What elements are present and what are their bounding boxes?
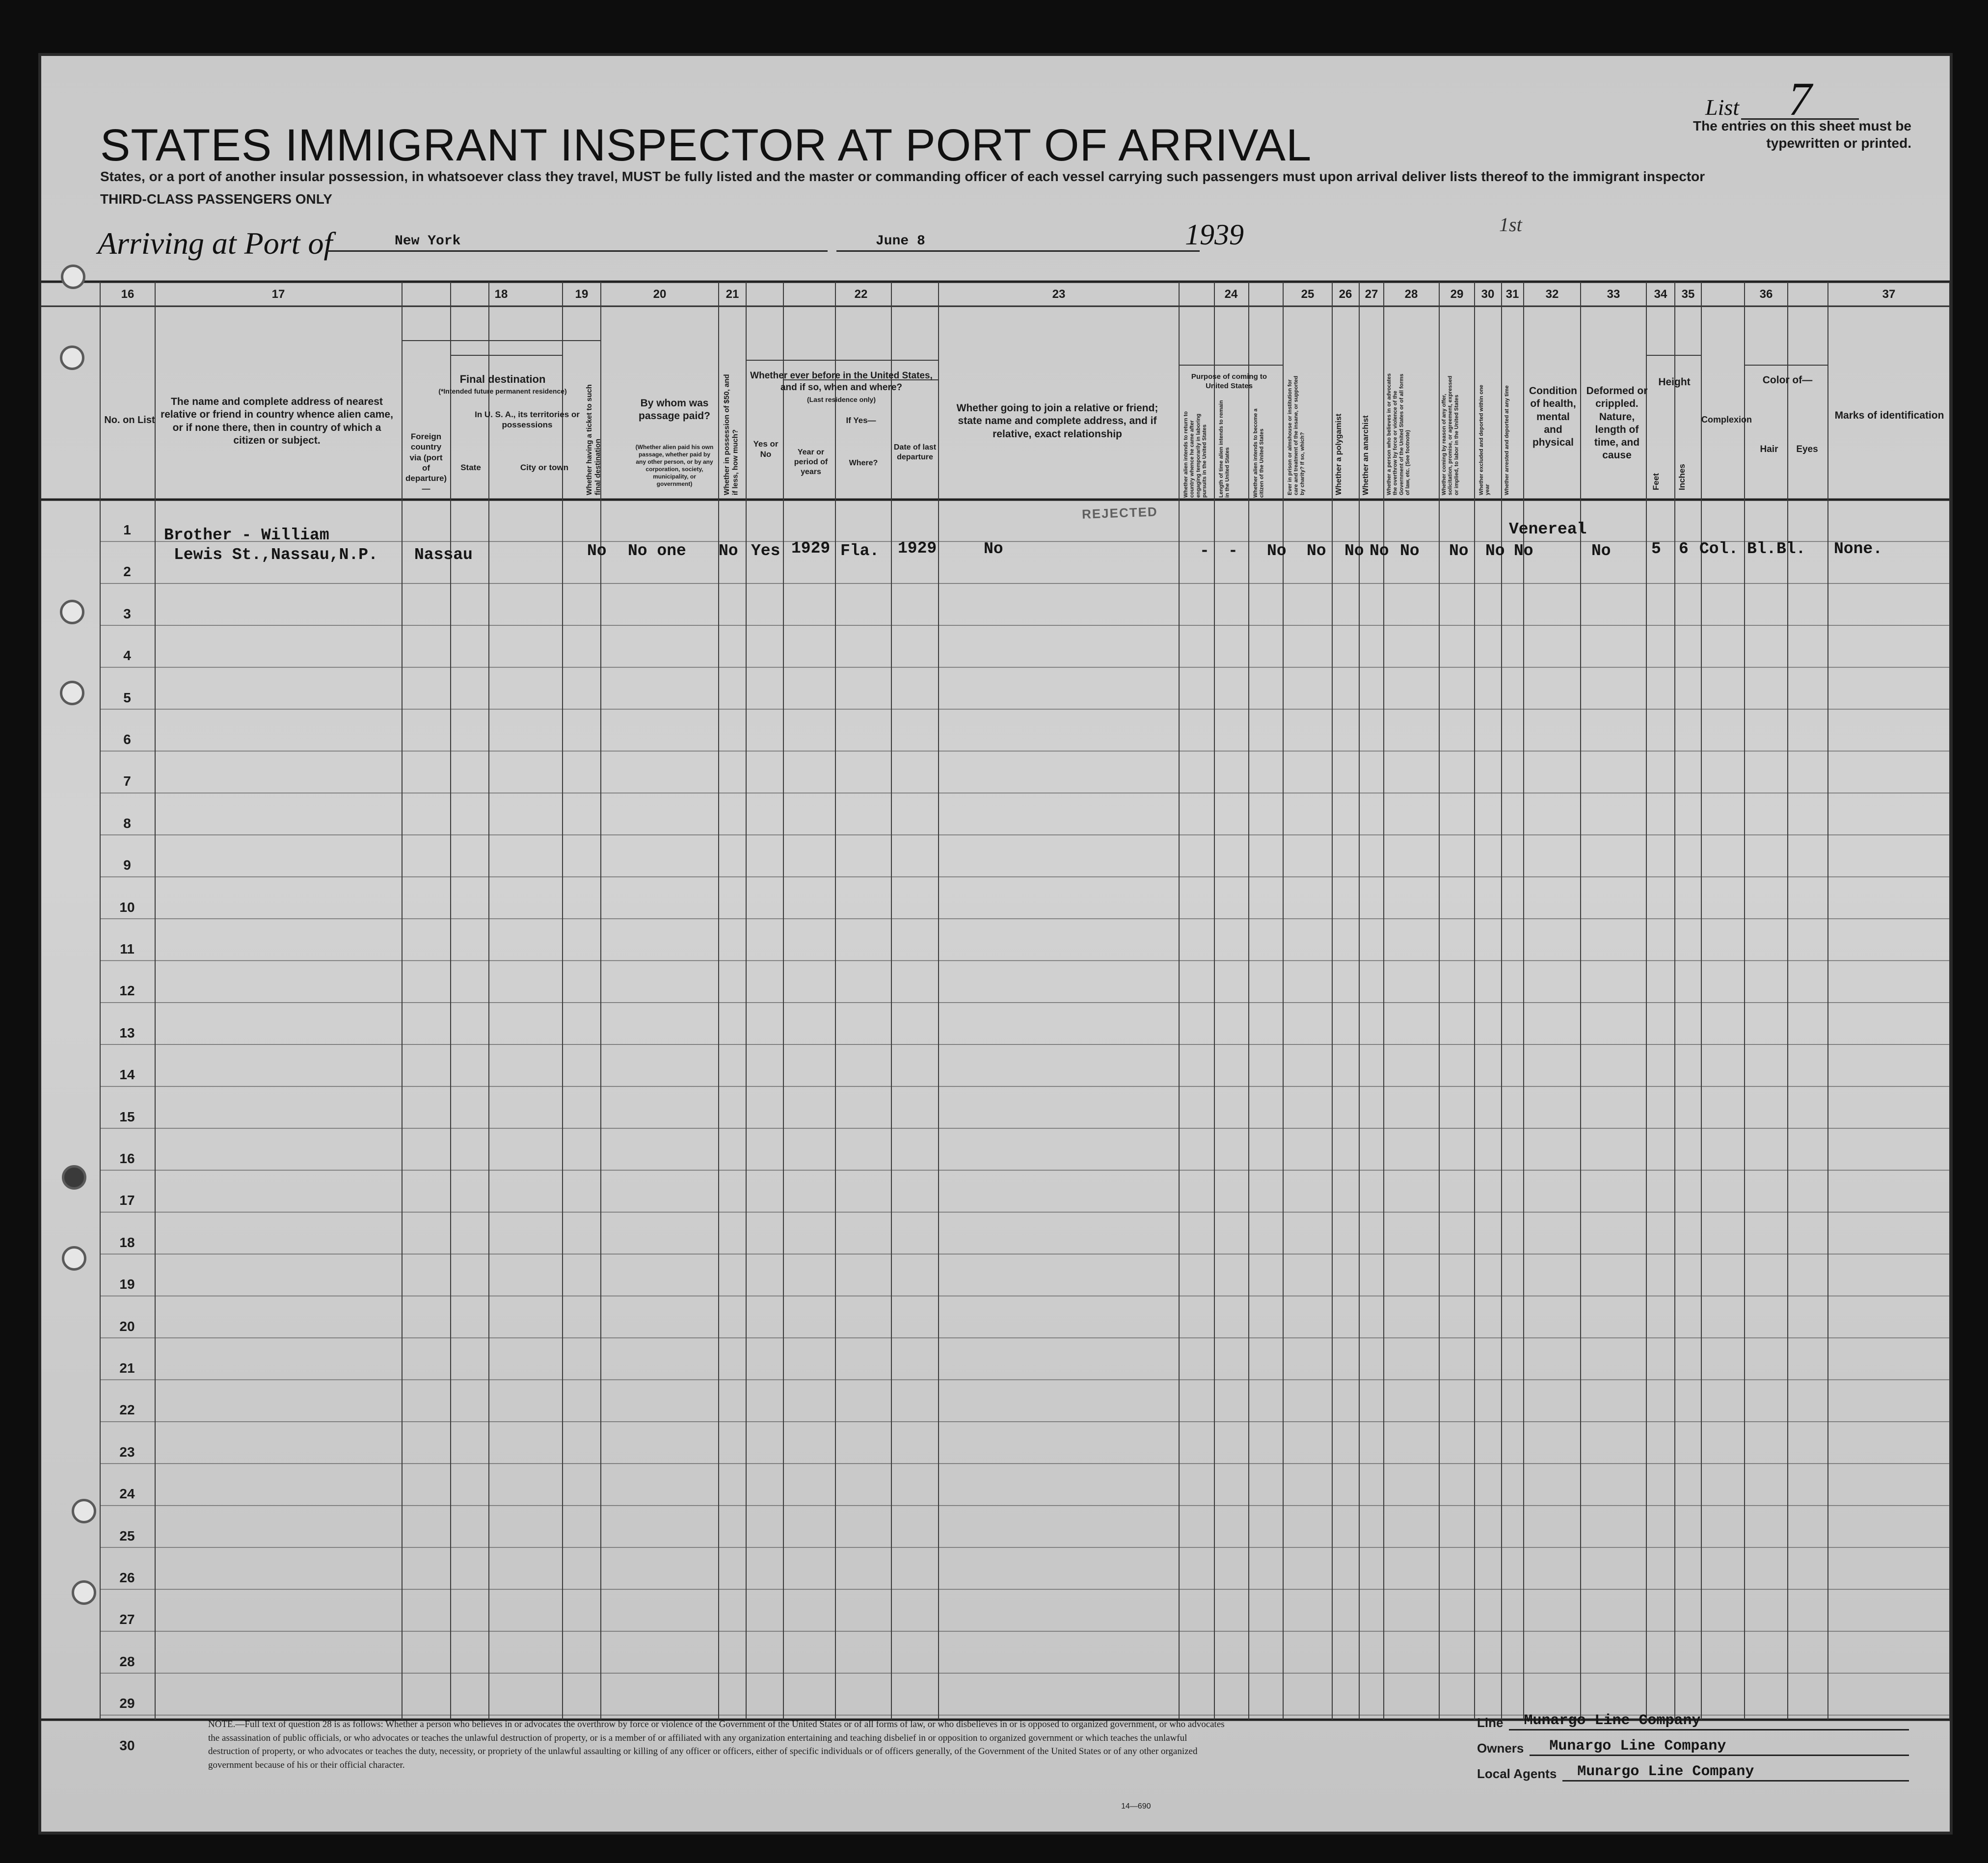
row-number: 16 [119,1151,135,1166]
binder-hole [60,681,84,705]
header-fifty-dollars: Whether in possession of $50, and if less, how much? [723,374,740,495]
owners-label: Owners [1477,1741,1524,1756]
header-relative: The name and complete address of nearest relative or friend in country whence alien came, or if none there, then in country of which a citizen or subject. [161,396,393,446]
line-label: Line [1477,1715,1504,1730]
header-last-residence: (Last residence only) [806,396,876,403]
header-city: City or town [520,463,569,472]
header-anarchist: Whether an anarchist [1362,415,1370,495]
header-eyes: Eyes [1796,444,1818,454]
entry-health-note: Venereal [1509,520,1587,538]
header-purpose-c: Whether alien intends to become a citizen of the United States [1253,408,1265,498]
list-number-block [1705,73,1859,125]
row-number: 2 [123,564,131,580]
entry-inches: 6 [1679,540,1689,558]
column-number: 26 [1339,288,1352,301]
column-number: 36 [1759,288,1773,301]
header-usa: In U. S. A., its territories or possessions [475,410,580,430]
column-number: 29 [1450,288,1464,301]
column-number: 17 [271,288,285,301]
row-number: 5 [123,690,131,705]
header-foreign-country: Foreign country via (port of departure)— [405,432,447,494]
column-number: 23 [1052,288,1066,301]
column-number: 31 [1505,288,1519,301]
column-number: 21 [725,288,739,301]
entry-last-departure: 1929 [898,539,937,558]
binder-hole [61,265,85,289]
footnote-q28: NOTE.—Full text of question 28 is as follows: Whether a person who believes in or advocates the overthrow by force or violence of the Government of the United States or of all forms of law, or who disbelieves in or is opposed to organized government, or who advocates the assassination of public officials, or who advocates or teaches the unlawful destruction of property, or is a member of or affiliated with any organization entertaining and teaching disbelief in or opposition to organized government or which teaches the unlawful destruction of property, or who advocates or teaches the duty, necessity, or propriety of the unlawful assaulting or killing of any officer or officers, either of specific individuals or of officers generally, of the Government of the United States or of any other organized government because of his or their official character. [208,1719,1225,1770]
header-labor-offer: Whether coming by reason of any offer, solicitation, promise, or agreement, expressed or implied, to labor in the United States [1441,375,1460,495]
arriving-label: Arriving at Port of [98,226,333,261]
header-no-on-list: No. on List [104,415,155,426]
header-where: Where? [849,459,878,467]
header-purpose-b: Length of time alien intends to remain in the United States [1218,400,1231,498]
row-number: 6 [123,732,131,747]
entry-purpose-b: - [1228,542,1238,560]
row-number: 21 [119,1360,135,1376]
entry-marks: None. [1834,540,1883,558]
year-value: 1939 [1185,218,1244,251]
header-height: Height [1658,376,1691,388]
row-number: 29 [119,1696,135,1711]
column-number: 20 [653,288,667,301]
entry-eyes: Bl. [1776,540,1806,558]
entry-overthrow: No [1400,542,1420,560]
column-number: 35 [1681,288,1695,301]
row-number: 10 [119,899,135,915]
class-line: THIRD-CLASS PASSENGERS ONLY [100,191,332,207]
entry-joining: No [984,540,1003,558]
entry-prison: No [1307,542,1326,560]
row-number: 12 [119,983,135,999]
header-joining: Whether going to join a relative or friend; state name and complete address, and if relative, exact relationship [956,402,1158,440]
column-number: 30 [1481,288,1495,301]
header-final-destination: Final destination [459,373,546,385]
header-deformed: Deformed or crippled. Nature, length of time, and cause [1586,385,1648,461]
binder-hole [60,346,84,370]
row-number: 8 [123,815,131,831]
header-inches: Inches [1677,464,1687,490]
column-number: 16 [121,288,134,301]
agents-label: Local Agents [1477,1766,1557,1781]
row-number: 20 [119,1318,135,1334]
row-number: 11 [120,941,134,957]
row-number: 1 [123,522,131,537]
entry-complexion: Col. [1699,540,1739,558]
header-purpose-a: Whether alien intends to return to country whence he came after engaging temporarily in laboring pursuits in the United States [1183,411,1208,498]
entry-labor-offer: No [1449,542,1469,560]
header-passage-paid: By whom was passage paid? [639,398,710,422]
header-passage-note: (Whether alien paid his own passage, whether paid by any other person, or by any corporation, society, municipality, or government) [635,444,714,487]
entry-deformed: No [1591,542,1611,560]
column-number: 32 [1545,288,1559,301]
row-number: 28 [119,1653,135,1669]
row-number: 27 [119,1612,135,1627]
binder-hole [72,1499,96,1523]
header-hair: Hair [1760,444,1778,454]
form-code: 14—690 [1121,1802,1151,1810]
row-number: 18 [119,1234,135,1250]
row-number: 13 [119,1025,135,1040]
row-number: 22 [119,1402,135,1418]
header-final-destination-note: (*Intended future permanent residence) [438,387,567,395]
column-number: 25 [1301,288,1315,301]
rejected-stamp: REJECTED [1081,504,1158,522]
row-number: 7 [123,773,131,789]
entry-year: 1929 [791,539,831,558]
header-overthrow: Whether a person who believes in or advocates the overthrow by force or violence of the Government of the United States or of all forms of law, etc. (See footnote) [1386,373,1411,495]
header-last-departure: Date of last departure [893,443,937,461]
entry-hair: Bl. [1747,540,1776,558]
entry-before-in-us: Yes [751,542,780,560]
line-value: Munargo Line Company [1509,1712,1909,1730]
date-value: June 8 [876,234,925,249]
row-number: 14 [119,1067,135,1083]
column-number: 27 [1365,288,1378,301]
form-subtitle: States, or a port of another insular possession, in whatsoever class they travel, MUST be fully listed and the master or commanding officer of each vessel carrying such passengers must upon arrival deliver lists thereof to the immigrant inspector [100,169,1705,184]
form-title: STATES IMMIGRANT INSPECTOR AT PORT OF ARRIVAL [100,120,1312,170]
header-polygamist: Whether a polygamist [1335,413,1343,495]
column-number: 33 [1607,288,1620,301]
entry-relative-line2: Lewis St.,Nassau,N.P. [174,546,378,564]
binder-hole [60,600,84,624]
header-excluded: Whether excluded and deported within one year [1478,385,1491,495]
entry-relative-line1: Brother - William [164,526,329,544]
header-marks: Marks of identification [1834,410,1944,421]
agents-value: Munargo Line Company [1562,1763,1909,1782]
row-number: 23 [119,1444,135,1460]
corner-mark: 1st [1499,213,1522,236]
binder-hole [62,1165,86,1190]
column-number: 24 [1224,288,1238,301]
column-number: 22 [854,288,868,301]
ship-line-block [1477,1705,1909,1782]
entry-ticket: No [587,542,607,560]
header-ticket: Whether having a ticket to such final destination [585,384,602,495]
binder-hole [62,1246,86,1271]
header-year: Year or period of years [794,448,828,476]
entry-where: Fla. [840,542,880,560]
entry-feet: 5 [1651,540,1661,558]
row-number: 15 [119,1109,135,1124]
manifest-sheet [38,53,1953,1835]
row-number: 30 [119,1737,135,1753]
header-state: State [460,463,481,472]
entry-excluded: No [1485,542,1505,560]
row-number: 9 [123,857,131,873]
entry-polygamist: No [1344,542,1364,560]
row-number: 24 [119,1486,135,1502]
column-number: 18 [494,288,508,301]
header-complexion: Complexion [1701,415,1752,425]
row-number: 4 [123,648,131,664]
header-arrested: Whether arrested and deported at any time [1504,385,1510,495]
typewritten-note: The entries on this sheet must be typewritten or printed. [1693,118,1911,151]
header-feet: Feet [1651,473,1661,490]
entry-fifty-dollars: No [719,542,738,560]
binder-hole [72,1580,96,1605]
header-color-of: Color of— [1762,374,1813,386]
column-number: 28 [1404,288,1418,301]
column-number: 37 [1882,288,1896,301]
row-number: 17 [119,1193,135,1208]
header-before-in-us: Whether ever before in the United States, and if so, when and where? [750,371,933,393]
owners-value: Munargo Line Company [1530,1738,1909,1756]
entry-health: No [1514,542,1533,560]
header-prison: Ever in prison or almshouse or institution for care and treatment of the insane, or supported by charity? If so, which? [1287,375,1306,495]
entry-anarchist: No [1370,542,1389,560]
header-health: Condition of health, mental and physical [1529,385,1577,448]
list-label: List [1705,95,1740,120]
entry-purpose-a: - [1200,542,1209,560]
row-number: 25 [119,1528,135,1544]
row-number: 19 [119,1277,135,1292]
column-number: 19 [575,288,589,301]
entry-purpose-c: No [1267,542,1287,560]
port-value: New York [395,234,461,249]
column-number: 34 [1654,288,1667,301]
header-purpose: Purpose of coming to United States [1191,373,1267,390]
row-number: 26 [119,1570,135,1585]
entry-foreign-country: Nassau [414,546,473,564]
entry-passage-paid: No one [628,542,686,560]
header-if-yes: If Yes— [846,416,876,425]
list-number: 7 [1741,80,1859,120]
row-number: 3 [123,606,131,621]
header-yes-no: Yes or No [753,439,779,459]
